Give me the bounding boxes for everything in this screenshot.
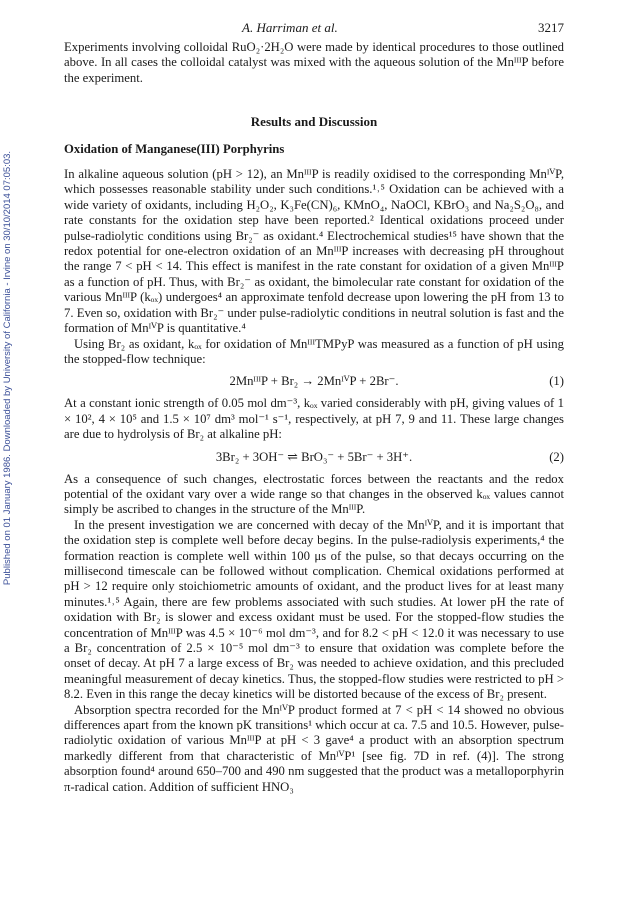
paragraph-consequence: As a consequence of such changes, electrostatic forces between the reactants and the redox potential of the oxidant vary over a wide range so that changes in the observed kₒₓ values cannot simply be ascribed to changes in the structure of the MnᴵᴵᴵP. (64, 471, 564, 517)
paragraph-oxidation: In alkaline aqueous solution (pH > 12), an MnᴵᴵᴵP is readily oxidised to the corresponding MnᴵⱽP, which possesses reasonable stability under such conditions.¹˒⁵ Oxidation can be achieved with a wide variety of oxidants, including H₂O₂, K₃Fe(CN)₆, KMnO₄, NaOCl, KBrO₃ and Na₂S₂O₈, and rate constants for the oxidation step have been reported.² Identical oxidations proceed under pulse-radiolytic conditions using Br₂⁻ as oxidant.⁴ Electrochemical studies¹⁵ have shown that the redox potential for one-electron oxidation of an MnᴵᴵᴵP increases with decreasing pH throughout the range 7 < pH < 14. This effect is manifest in the rate constant for oxidation of a given MnᴵᴵᴵP as a function of pH. Thus, with Br₂⁻ as oxidant, the bimolecular rate constant for oxidation of the various MnᴵᴵᴵP (kₒₓ) undergoes⁴ an approximate tenfold decrease upon lowering the pH from 13 to 7. Even so, oxidation with Br₂⁻ under pulse-radiolytic conditions in neutral solution is fast and the formation of MnᴵⱽP is quantitative.⁴ (64, 167, 564, 336)
equation-1-number: (1) (549, 374, 564, 389)
intro-paragraph: Experiments involving colloidal RuO₂·2H₂O were made by identical procedures to those outlined above. In all cases the colloidal catalyst was mixed with the aqueous solution of the MnᴵᴵᴵP before the experiment. (64, 40, 564, 85)
download-watermark-text: Published on 01 January 1986. Downloaded by University of California - Irvine on 30/10/2014 07:05:03. (2, 150, 13, 586)
subsection-heading: Oxidation of Manganese(III) Porphyrins (64, 141, 285, 156)
paragraph-stopped-flow: Using Br₂ as oxidant, kₒₓ for oxidation of MnᴵᴵᴵTMPyP was measured as a function of pH using the stopped-flow technique: (64, 336, 564, 366)
paragraph-absorption: Absorption spectra recorded for the MnᴵⱽP product formed at 7 < pH < 14 showed no obvious differences apart from the known pK transitions¹ which occur at ca. 7.5 and 10.5. However, pulse-radiolytic oxidation of various MnᴵᴵᴵP at pH < 3 gave⁴ a product with an absorption spectrum markedly different from that characteristic of MnᴵⱽP¹ [see fig. 7D in ref. (4)]. The strong absorption found⁴ around 650–700 and 490 nm suggested that the product was a metalloporphyrin π-radical cation. Addition of sufficient HNO₃ (64, 702, 564, 794)
page-number: 3217 (538, 20, 564, 35)
paragraph-decay: In the present investigation we are concerned with decay of the MnᴵⱽP, and it is important that the oxidation step is complete well before decay begins. In the pulse-radiolysis experiments,⁴ the formation reaction is complete well within 100 μs of the pulse, so that decays occurring on the millisecond timescale can be followed without complication. Chemical oxidations performed at pH > 12 require only stoichiometric amounts of oxidant, and the product lives for at least many minutes.¹˒⁵ Again, there are few problems associated with such studies. At lower pH the rate of oxidation with Br₂ is slower and excess oxidant must be used. For the stopped-flow studies the concentration of MnᴵᴵᴵP was 4.5 × 10⁻⁶ mol dm⁻³, and for 8.2 < pH < 12.0 it was necessary to use a Br₂ concentration of 2.5 × 10⁻⁵ mol dm⁻³ to ensure that oxidation was complete before the onset of decay. At pH 7 a large excess of Br₂ was needed to achieve oxidation, and this precluded meaningful measurement of decay kinetics. Thus, the stopped-flow studies were restricted to pH > 8.2. Even in this range the decay kinetics will be distorted because of the excess of Br₂ present. (64, 517, 564, 702)
download-watermark (2, 118, 16, 618)
running-header (64, 20, 564, 40)
equation-1-body: 2MnᴵᴵᴵP + Br₂ → 2MnᴵⱽP + 2Br⁻. (229, 374, 399, 389)
paragraph-ionic-strength: At a constant ionic strength of 0.05 mol dm⁻³, kₒₓ varied considerably with pH, giving values of 1 × 10², 4 × 10⁵ and 1.5 × 10⁷ dm³ mol⁻¹ s⁻¹, respectively, at pH 7, 9 and 11. These large changes are due to hydrolysis of Br₂ at alkaline pH: (64, 396, 564, 442)
running-header-authors: A. Harriman et al. (242, 20, 338, 35)
section-heading: Results and Discussion (250, 114, 378, 130)
equation-1 (64, 374, 564, 390)
equation-2-number: (2) (549, 449, 564, 464)
equation-2-body: 3Br₂ + 3OH⁻ ⇌ BrO₃⁻ + 5Br⁻ + 3H⁺. (215, 449, 413, 464)
journal-page (64, 0, 564, 795)
equation-2 (64, 450, 564, 466)
